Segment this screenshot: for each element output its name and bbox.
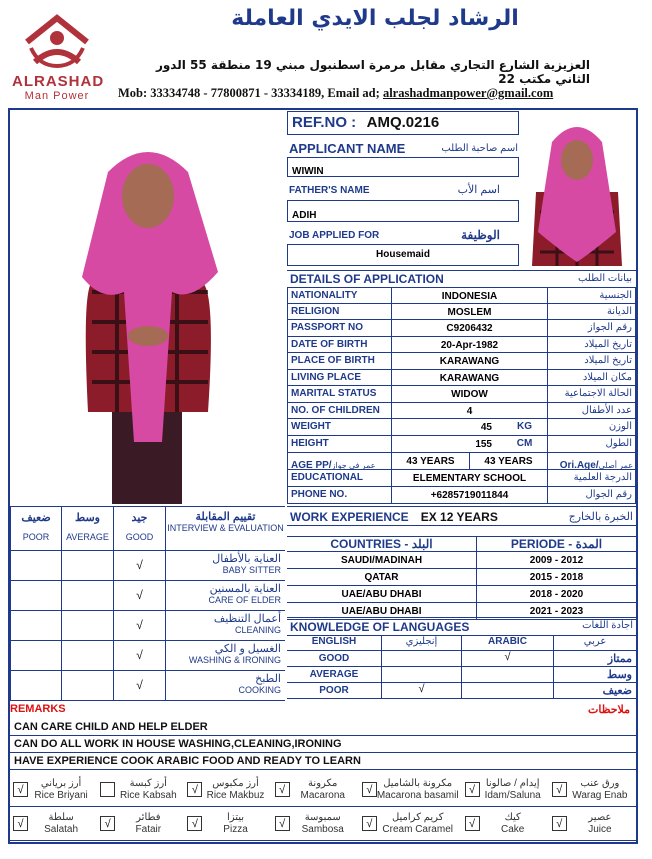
food-label (28, 812, 94, 836)
detail-value: INDONESIA (392, 288, 548, 303)
food-checkbox[interactable] (100, 782, 115, 797)
detail-row (287, 370, 636, 387)
food-item (97, 807, 184, 841)
food-checkbox[interactable]: √ (13, 816, 28, 831)
age-row (287, 453, 636, 470)
food-label (290, 778, 356, 802)
work-section (287, 506, 636, 620)
work-label-ar: الخبرة بالخارج (568, 511, 633, 523)
details-table (287, 287, 636, 419)
language-level: POOR (287, 683, 382, 698)
email-link[interactable]: alrashadmanpower@gmail.com (382, 86, 554, 100)
food-checkbox[interactable]: √ (13, 782, 28, 797)
ref-value: AMQ.0216 (366, 114, 440, 131)
skill-good-mark: √ (114, 671, 166, 700)
work-country: SAUDI/MADINAH (287, 552, 477, 568)
detail-label: PLACE OF BIRTH (288, 353, 392, 369)
age-ori-value: 43 YEARS (470, 453, 548, 469)
job-field (287, 244, 519, 266)
work-period: 2009 - 2012 (529, 555, 584, 566)
detail-label: PASSPORT NO (288, 320, 392, 336)
detail-value: KARAWANG (392, 353, 548, 369)
height-label: HEIGHT (288, 436, 392, 452)
food-item (549, 807, 636, 841)
skill-level-header (62, 507, 114, 550)
food-label-ar: عصير (588, 811, 612, 823)
applicant-name-value: WIWIN (292, 166, 324, 177)
detail-value: MOSLEM (392, 304, 548, 320)
applicant-label-ar: اسم صاحبة الطلب (441, 143, 518, 154)
food-label-ar: أرز برياني (40, 777, 82, 789)
address: العزيزية الشارع التجاري مقابل مرمرة اسطنبول مبني 19 منطقة 55 الدور الثاني مكتب 22 (155, 58, 590, 86)
skill-level-header (10, 507, 62, 550)
age-ori-label-ar: عمر أصلي (598, 461, 633, 470)
detail-value: KARAWANG (392, 370, 548, 386)
food-label-en: Idam/Saluna (484, 789, 541, 801)
remark-line: CAN DO ALL WORK IN HOUSE WASHING,CLEANING,IRONING (10, 736, 636, 753)
food-label-en: Rice Kabsah (119, 789, 177, 801)
skill-level-ar: ضعيف (21, 512, 51, 524)
logo (12, 12, 105, 102)
details-title-ar: بيانات الطلب (577, 273, 632, 284)
age-ori-label-cell (548, 453, 635, 469)
skill-label-ar: الطبخ (255, 673, 281, 685)
food-checkbox[interactable]: √ (187, 782, 202, 797)
languages-header (287, 617, 636, 635)
skill-label (166, 581, 285, 610)
detail-label-ar: عدد الأطفال (581, 404, 632, 416)
food-label-ar: فطائر (136, 811, 161, 823)
food-label-en: Cream Caramel (382, 823, 453, 835)
skill-level-en: AVERAGE (66, 532, 109, 542)
arabic-title: الرشاد لجلب الايدي العاملة (231, 6, 519, 31)
detail-label: MARITAL STATUS (288, 386, 392, 402)
weight-label: WEIGHT (288, 419, 392, 435)
age-label: AGE PP/ (291, 460, 332, 471)
skill-label-en: CLEANING (234, 625, 281, 635)
detail-label: NO. OF CHILDREN (288, 403, 392, 419)
language-level-ar: ضعيف (602, 685, 632, 697)
work-period: 2018 - 2020 (529, 589, 584, 600)
food-item (184, 807, 271, 841)
phone-label-ar: رقم الجوال (585, 489, 632, 500)
phone-label: PHONE NO. (288, 487, 392, 503)
applicant-name-field (287, 157, 519, 177)
remarks-title-ar: ملاحظات (588, 704, 630, 716)
weight-label-ar: الوزن (608, 421, 632, 432)
work-row (287, 586, 636, 603)
height-unit: CM (502, 436, 548, 452)
food-label-en: Rice Briyani (34, 789, 88, 801)
languages-title-ar: اجادة اللغات (582, 620, 633, 631)
food-label-ar: سمبوسة (304, 811, 341, 823)
food-label (28, 778, 94, 802)
food-label-en: Warag Enab (572, 789, 628, 801)
work-value: EX 12 YEARS (420, 510, 498, 524)
weight-value: 45 (480, 422, 492, 433)
food-label-en: Macarona basamil (376, 789, 459, 801)
work-row (287, 569, 636, 586)
detail-label: NATIONALITY (288, 288, 392, 303)
height-row (287, 436, 636, 453)
father-name-value: ADIH (292, 210, 317, 221)
applicant-passport-photo (522, 112, 632, 266)
age-ori-label: Ori.Age/ (559, 460, 599, 471)
food-label-ar: كيك (504, 811, 521, 823)
work-header (287, 506, 636, 526)
food-label (567, 778, 633, 802)
food-label-ar: أرز مكبوس (212, 777, 259, 789)
food-item (462, 773, 549, 807)
food-item (272, 773, 359, 807)
work-col-headers (287, 536, 636, 552)
detail-label-ar: الحالة الاجتماعية (564, 388, 632, 399)
food-item (272, 807, 359, 841)
food-item (462, 807, 549, 841)
remark-line: CAN CARE CHILD AND HELP ELDER (10, 719, 636, 736)
skill-label-en: WASHING & IRONING (188, 655, 281, 665)
english-mark (382, 667, 462, 682)
skill-label (166, 671, 285, 700)
food-item (359, 807, 462, 841)
work-country: UAE/ABU DHABI (287, 603, 477, 619)
remarks-header (10, 703, 636, 719)
skill-label-en: CARE OF ELDER (208, 595, 281, 605)
skill-label-ar: العناية بالمسنين (209, 583, 281, 595)
skill-label (166, 611, 285, 640)
father-name-field (287, 200, 519, 222)
detail-value: C9206432 (392, 320, 548, 336)
languages-title: KNOWLEDGE OF LANGUAGES (290, 620, 470, 634)
food-checkbox[interactable]: √ (275, 816, 290, 831)
logo-icon (17, 12, 97, 70)
language-row (287, 683, 636, 699)
skill-label (166, 641, 285, 670)
food-label-ar: ورق عنب (580, 777, 620, 789)
phone-row (287, 487, 636, 504)
detail-label-ar: رقم الجواز (587, 322, 632, 333)
food-item (10, 807, 97, 841)
skill-row (10, 671, 285, 701)
work-country: UAE/ABU DHABI (287, 586, 477, 602)
food-label-ar: مكرونة (308, 777, 338, 789)
food-label (480, 778, 546, 802)
skill-avg-mark (62, 581, 114, 610)
food-checkbox[interactable]: √ (552, 782, 567, 797)
detail-value: 4 (392, 403, 548, 419)
arabic-mark: √ (462, 651, 554, 666)
contact-numbers: Mob: 33334748 - 77800871 - 33334189, Email ad; (118, 86, 380, 100)
work-row (287, 552, 636, 569)
food-label-en: Cake (500, 823, 525, 835)
applicant-label: APPLICANT NAME (289, 141, 406, 156)
arabic-header-ar: عربي (583, 636, 607, 647)
age-label-ar: عمر في جواز (331, 461, 376, 470)
foods-grid (10, 773, 636, 841)
arabic-mark (462, 667, 554, 682)
contact-line (118, 86, 638, 101)
remarks-title: REMARKS (10, 703, 66, 715)
food-item (359, 773, 462, 807)
education-label: EDUCATIONAL (288, 470, 392, 486)
details-extra (287, 419, 636, 504)
food-label-en: Juice (588, 823, 612, 835)
language-row (287, 651, 636, 667)
detail-row (287, 403, 636, 420)
arabic-mark (462, 683, 554, 698)
food-item (10, 773, 97, 807)
food-label-en: Pizza (223, 823, 248, 835)
work-country: QATAR (287, 569, 477, 585)
logo-sub: Man Power (24, 90, 90, 102)
food-item (184, 773, 271, 807)
skill-avg-mark (62, 641, 114, 670)
food-label-en: Rice Makbuz (206, 789, 265, 801)
language-level: GOOD (287, 651, 382, 666)
food-label-en: Fatair (135, 823, 162, 835)
food-label (115, 812, 181, 836)
food-checkbox[interactable]: √ (275, 782, 290, 797)
skills-header (10, 507, 285, 551)
skill-level-en: GOOD (125, 532, 154, 542)
skill-level-ar: وسط (75, 512, 100, 524)
detail-row (287, 337, 636, 354)
food-label-en: Macarona (300, 789, 345, 801)
english-mark: √ (382, 683, 462, 698)
food-checkbox[interactable]: √ (552, 816, 567, 831)
detail-label-ar: تاريخ الميلاد (584, 355, 632, 366)
work-period: 2015 - 2018 (529, 572, 584, 583)
languages-col-headers (287, 635, 636, 651)
skill-label-en: COOKING (238, 685, 281, 695)
detail-row (287, 320, 636, 337)
detail-label-ar: تاريخ الميلاد (584, 338, 632, 350)
skill-level-header (114, 507, 166, 550)
skill-poor-mark (10, 611, 62, 640)
food-checkbox[interactable]: √ (187, 816, 202, 831)
food-label (290, 812, 356, 836)
education-label-ar: الدرجة العلمية (573, 472, 632, 483)
food-checkbox[interactable]: √ (465, 782, 480, 797)
skill-row (10, 641, 285, 671)
skill-level-ar: جيد (131, 512, 148, 524)
eval-header (166, 507, 285, 550)
food-label-en: Salatah (44, 823, 79, 835)
age-label-cell (288, 453, 392, 469)
food-checkbox[interactable]: √ (362, 782, 377, 797)
food-label (115, 778, 181, 802)
height-label-ar: الطول (605, 438, 632, 449)
skill-label-en: BABY SITTER (222, 565, 281, 575)
detail-value: WIDOW (392, 386, 548, 402)
skills-table (10, 506, 285, 702)
skill-level-en: POOR (22, 532, 50, 542)
countries-header: COUNTRIES - البلد (287, 537, 477, 551)
period-header: PERIODE - المدة (510, 537, 603, 551)
detail-row (287, 353, 636, 370)
remarks-section (10, 703, 636, 770)
food-item (549, 773, 636, 807)
education-row (287, 470, 636, 487)
food-label-ar: كريم كراميل (391, 811, 444, 823)
food-label-ar: سلطة (48, 811, 74, 823)
food-label-ar: أرز كبسة (129, 777, 167, 789)
details-divider (287, 270, 636, 271)
skill-avg-mark (62, 611, 114, 640)
food-item (97, 773, 184, 807)
skill-avg-mark (62, 551, 114, 580)
skill-poor-mark (10, 581, 62, 610)
skill-row (10, 581, 285, 611)
weight-row (287, 419, 636, 436)
food-checkbox[interactable]: √ (465, 816, 480, 831)
detail-label: DATE OF BIRTH (288, 337, 392, 353)
detail-label-ar: الجنسية (599, 290, 632, 301)
job-value: Housemaid (376, 249, 430, 260)
skill-label-ar: العناية بالأطفال (212, 553, 281, 565)
food-label (377, 812, 459, 836)
food-checkbox[interactable]: √ (100, 816, 115, 831)
food-label (202, 812, 268, 836)
food-label-ar: بيتزا (226, 811, 245, 823)
skill-avg-mark (62, 671, 114, 700)
food-label (567, 812, 633, 836)
detail-label: LIVING PLACE (288, 370, 392, 386)
english-header-ar: إنجليزي (382, 636, 462, 650)
language-level: AVERAGE (287, 667, 382, 682)
skill-label (166, 551, 285, 580)
detail-value: 20-Apr-1982 (392, 337, 548, 353)
detail-row (287, 287, 636, 304)
remark-line: HAVE EXPERIENCE COOK ARABIC FOOD AND READY TO LEARN (10, 753, 636, 770)
detail-label-ar: الديانة (606, 305, 632, 317)
eval-header-ar: تقييم المقابلة (195, 511, 256, 523)
detail-row (287, 386, 636, 403)
education-value: ELEMENTARY SCHOOL (392, 470, 548, 486)
arabic-header: ARABIC (462, 636, 554, 650)
food-label (377, 778, 459, 802)
logo-name: ALRASHAD (12, 73, 105, 90)
skill-poor-mark (10, 551, 62, 580)
detail-row (287, 304, 636, 321)
work-label: WORK EXPERIENCE (290, 510, 409, 524)
language-row (287, 667, 636, 683)
food-label (202, 778, 268, 802)
food-label-ar: مكرونة بالشاميل (383, 777, 453, 789)
english-header: ENGLISH (287, 636, 382, 650)
age-pp-value: 43 YEARS (392, 453, 470, 469)
skill-row (10, 611, 285, 641)
skill-label-ar: الغسيل و الكي (214, 643, 281, 655)
food-label-en: Sambosa (301, 823, 344, 835)
skill-row (10, 551, 285, 581)
skill-good-mark: √ (114, 641, 166, 670)
detail-label: RELIGION (288, 304, 392, 320)
detail-label-ar: مكان الميلاد (582, 371, 632, 383)
food-label (480, 812, 546, 836)
skill-poor-mark (10, 671, 62, 700)
father-label: FATHER'S NAME (289, 185, 370, 196)
languages-section (287, 617, 636, 699)
english-mark (382, 651, 462, 666)
ref-label: REF.NO : (292, 114, 357, 131)
job-label: JOB APPLIED FOR (289, 230, 380, 241)
skill-good-mark: √ (114, 551, 166, 580)
food-checkbox[interactable]: √ (362, 816, 377, 831)
eval-header-en: INTERVIEW & EVALUATION (167, 523, 284, 533)
applicant-full-photo (12, 112, 284, 504)
weight-unit: KG (502, 419, 548, 435)
skill-good-mark: √ (114, 581, 166, 610)
language-level-ar: ممتاز (607, 653, 632, 665)
work-period: 2021 - 2023 (529, 606, 584, 617)
father-label-ar: اسم الأب (457, 184, 500, 196)
skill-label-ar: أعمال التنظيف (213, 613, 281, 625)
food-label-ar: إيدام / صالونا (485, 777, 540, 789)
skill-good-mark: √ (114, 611, 166, 640)
height-value: 155 (475, 439, 492, 450)
skill-poor-mark (10, 641, 62, 670)
language-level-ar: وسط (607, 669, 632, 681)
job-label-ar: الوظيفة (461, 228, 500, 242)
phone-value: +6285719011844 (392, 487, 548, 503)
details-title: DETAILS OF APPLICATION (290, 272, 444, 286)
ref-box (287, 111, 519, 135)
